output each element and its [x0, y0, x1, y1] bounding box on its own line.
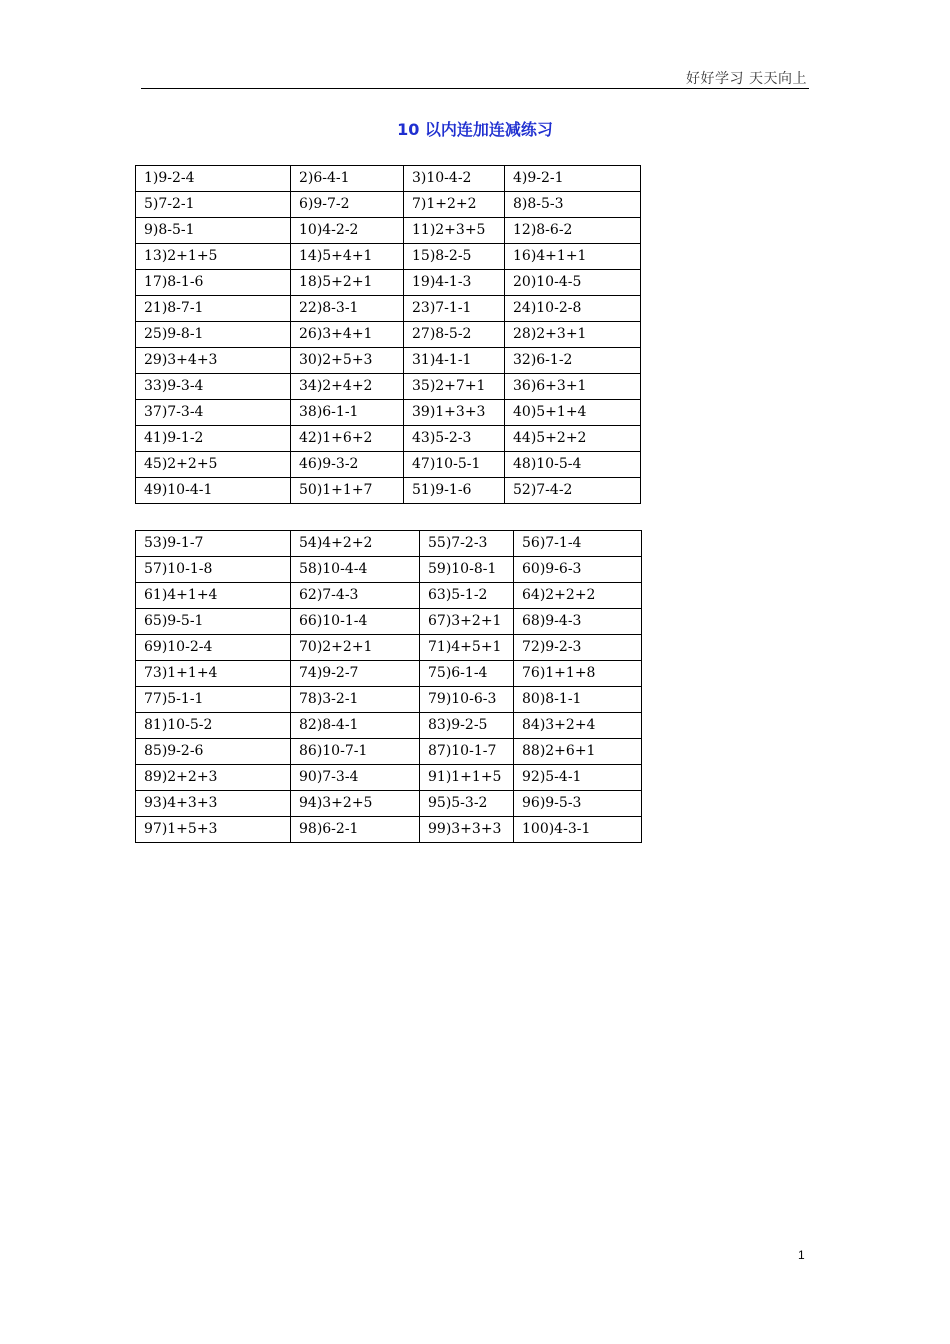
table-row [136, 244, 641, 270]
problem-cell: 71)4+5+1 [420, 635, 514, 661]
problem-cell: 9)8-5-1 [136, 218, 291, 244]
problem-cell: 56)7-1-4 [514, 531, 642, 557]
problem-cell: 46)9-3-2 [291, 452, 404, 478]
problem-cell: 18)5+2+1 [291, 270, 404, 296]
problem-cell: 26)3+4+1 [291, 322, 404, 348]
problem-cell: 83)9-2-5 [420, 713, 514, 739]
problem-cell: 90)7-3-4 [291, 765, 420, 791]
table-row [136, 218, 641, 244]
problem-cell: 38)6-1-1 [291, 400, 404, 426]
problem-cell: 13)2+1+5 [136, 244, 291, 270]
problem-cell: 91)1+1+5 [420, 765, 514, 791]
problem-cell: 69)10-2-4 [136, 635, 291, 661]
problem-cell: 7)1+2+2 [404, 192, 505, 218]
problem-cell: 42)1+6+2 [291, 426, 404, 452]
problem-cell: 2)6-4-1 [291, 166, 404, 192]
problem-cell: 20)10-4-5 [505, 270, 641, 296]
problem-cell: 39)1+3+3 [404, 400, 505, 426]
problem-cell: 45)2+2+5 [136, 452, 291, 478]
table-row [136, 557, 642, 583]
problem-cell: 80)8-1-1 [514, 687, 642, 713]
problem-cell: 67)3+2+1 [420, 609, 514, 635]
problem-cell: 5)7-2-1 [136, 192, 291, 218]
problem-cell: 66)10-1-4 [291, 609, 420, 635]
problem-cell: 93)4+3+3 [136, 791, 291, 817]
problem-cell: 11)2+3+5 [404, 218, 505, 244]
problem-cell: 100)4-3-1 [514, 817, 642, 843]
worksheet-table-1 [135, 165, 641, 504]
problem-cell: 31)4-1-1 [404, 348, 505, 374]
table-row [136, 452, 641, 478]
problem-cell: 48)10-5-4 [505, 452, 641, 478]
table-row [136, 270, 641, 296]
problem-cell: 78)3-2-1 [291, 687, 420, 713]
problem-cell: 51)9-1-6 [404, 478, 505, 504]
problem-cell: 94)3+2+5 [291, 791, 420, 817]
problem-cell: 88)2+6+1 [514, 739, 642, 765]
problem-cell: 15)8-2-5 [404, 244, 505, 270]
table-row [136, 635, 642, 661]
problem-cell: 97)1+5+3 [136, 817, 291, 843]
problem-cell: 4)9-2-1 [505, 166, 641, 192]
problem-cell: 76)1+1+8 [514, 661, 642, 687]
problem-cell: 92)5-4-1 [514, 765, 642, 791]
problem-cell: 14)5+4+1 [291, 244, 404, 270]
problem-cell: 28)2+3+1 [505, 322, 641, 348]
page-number: 1 [798, 1248, 805, 1262]
table-row [136, 765, 642, 791]
table-row [136, 296, 641, 322]
problem-cell: 72)9-2-3 [514, 635, 642, 661]
table-row [136, 817, 642, 843]
table-row [136, 713, 642, 739]
problem-cell: 99)3+3+3 [420, 817, 514, 843]
problem-cell: 95)5-3-2 [420, 791, 514, 817]
table-row [136, 583, 642, 609]
problem-cell: 32)6-1-2 [505, 348, 641, 374]
problem-cell: 52)7-4-2 [505, 478, 641, 504]
problem-cell: 40)5+1+4 [505, 400, 641, 426]
problem-cell: 12)8-6-2 [505, 218, 641, 244]
problem-cell: 75)6-1-4 [420, 661, 514, 687]
problem-cell: 86)10-7-1 [291, 739, 420, 765]
problem-cell: 27)8-5-2 [404, 322, 505, 348]
table-row [136, 531, 642, 557]
problem-cell: 96)9-5-3 [514, 791, 642, 817]
problem-cell: 89)2+2+3 [136, 765, 291, 791]
table-row [136, 661, 642, 687]
problem-cell: 17)8-1-6 [136, 270, 291, 296]
problem-cell: 65)9-5-1 [136, 609, 291, 635]
problem-cell: 34)2+4+2 [291, 374, 404, 400]
page-title: 10 以内连加连减练习 [397, 120, 553, 139]
problem-cell: 21)8-7-1 [136, 296, 291, 322]
problem-cell: 35)2+7+1 [404, 374, 505, 400]
problem-cell: 16)4+1+1 [505, 244, 641, 270]
problem-cell: 85)9-2-6 [136, 739, 291, 765]
header-divider [141, 88, 809, 89]
header-motto: 好好学习 天天向上 [686, 71, 807, 87]
problem-cell: 59)10-8-1 [420, 557, 514, 583]
problem-cell: 43)5-2-3 [404, 426, 505, 452]
problem-cell: 22)8-3-1 [291, 296, 404, 322]
problem-cell: 50)1+1+7 [291, 478, 404, 504]
problem-cell: 84)3+2+4 [514, 713, 642, 739]
table-row [136, 400, 641, 426]
problem-cell: 82)8-4-1 [291, 713, 420, 739]
problem-cell: 3)10-4-2 [404, 166, 505, 192]
problem-cell: 36)6+3+1 [505, 374, 641, 400]
problem-cell: 30)2+5+3 [291, 348, 404, 374]
problem-cell: 55)7-2-3 [420, 531, 514, 557]
problem-cell: 44)5+2+2 [505, 426, 641, 452]
problem-cell: 8)8-5-3 [505, 192, 641, 218]
table-row [136, 426, 641, 452]
problem-cell: 79)10-6-3 [420, 687, 514, 713]
problem-cell: 62)7-4-3 [291, 583, 420, 609]
problem-cell: 73)1+1+4 [136, 661, 291, 687]
table-row [136, 322, 641, 348]
problem-cell: 81)10-5-2 [136, 713, 291, 739]
problem-cell: 53)9-1-7 [136, 531, 291, 557]
table-row [136, 791, 642, 817]
table-row [136, 478, 641, 504]
problem-cell: 61)4+1+4 [136, 583, 291, 609]
problem-cell: 1)9-2-4 [136, 166, 291, 192]
table-row [136, 374, 641, 400]
table-row [136, 739, 642, 765]
problem-cell: 19)4-1-3 [404, 270, 505, 296]
table-row [136, 609, 642, 635]
problem-cell: 10)4-2-2 [291, 218, 404, 244]
problem-cell: 77)5-1-1 [136, 687, 291, 713]
table-row [136, 348, 641, 374]
problem-cell: 24)10-2-8 [505, 296, 641, 322]
problem-cell: 98)6-2-1 [291, 817, 420, 843]
problem-cell: 41)9-1-2 [136, 426, 291, 452]
problem-cell: 23)7-1-1 [404, 296, 505, 322]
problem-cell: 49)10-4-1 [136, 478, 291, 504]
problem-cell: 70)2+2+1 [291, 635, 420, 661]
problem-cell: 58)10-4-4 [291, 557, 420, 583]
problem-cell: 74)9-2-7 [291, 661, 420, 687]
problem-cell: 60)9-6-3 [514, 557, 642, 583]
problem-cell: 29)3+4+3 [136, 348, 291, 374]
problem-cell: 25)9-8-1 [136, 322, 291, 348]
problem-cell: 6)9-7-2 [291, 192, 404, 218]
problem-cell: 47)10-5-1 [404, 452, 505, 478]
table-row [136, 192, 641, 218]
problem-cell: 33)9-3-4 [136, 374, 291, 400]
problem-cell: 54)4+2+2 [291, 531, 420, 557]
problem-cell: 57)10-1-8 [136, 557, 291, 583]
table-row [136, 687, 642, 713]
problem-cell: 87)10-1-7 [420, 739, 514, 765]
problem-cell: 37)7-3-4 [136, 400, 291, 426]
problem-cell: 64)2+2+2 [514, 583, 642, 609]
problem-cell: 68)9-4-3 [514, 609, 642, 635]
worksheet-table-2 [135, 530, 642, 843]
table-row [136, 166, 641, 192]
problem-cell: 63)5-1-2 [420, 583, 514, 609]
